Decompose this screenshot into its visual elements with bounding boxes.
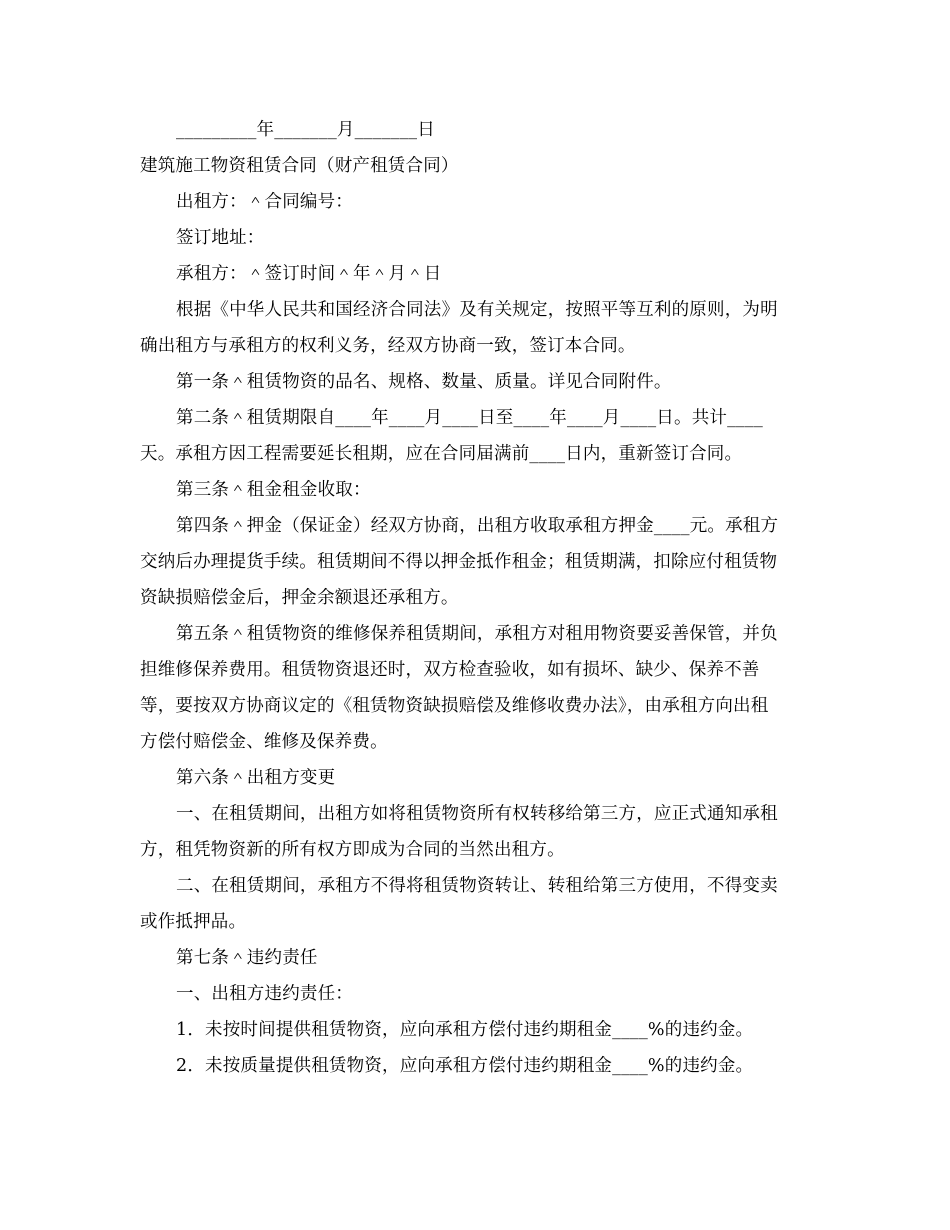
article-5-line: 第五条＾租赁物资的维修保养租赁期间，承租方对租用物资要妥善保管，并负	[176, 624, 778, 644]
paragraph-line: 资缺损赔偿金后，押金余额退还承租方。	[140, 588, 459, 608]
paragraph-line: 或作抵押品。	[140, 912, 247, 932]
signing-address-line: 签订地址：	[176, 228, 265, 248]
paragraph-line: 交纳后办理提货手续。租赁期间不得以押金抵作租金；租赁期满，扣除应付租赁物	[140, 552, 778, 572]
lessee-line: 承租方：＾签订时间＾年＾月＾日	[176, 264, 442, 284]
document-body	[140, 118, 812, 1090]
paragraph-line: 确出租方与承租方的权利义务，经双方协商一致，签订本合同。	[140, 336, 636, 356]
paragraph-line: 天。承租方因工程需要延长租期，应在合同届满前____日内，重新签订合同。	[140, 444, 743, 464]
list-item: 2．未按质量提供租赁物资，应向承租方偿付违约期租金____%的违约金。	[176, 1056, 754, 1076]
lessor-line: 出租方：＾合同编号：	[176, 192, 353, 212]
paragraph-line: 方偿付赔偿金、维修及保养费。	[140, 732, 388, 752]
article-2-line: 第二条＾租赁期限自____年____月____日至____年____月____日。共计____	[176, 408, 763, 428]
article-1-line: 第一条＾租赁物资的品名、规格、数量、质量。详见合同附件。	[176, 372, 672, 392]
paragraph-line: 担维修保养费用。租赁物资退还时，双方检查验收，如有损坏、缺少、保养不善	[140, 660, 760, 680]
article-3-line: 第三条＾租金租金收取：	[176, 480, 371, 500]
document-title: 建筑施工物资租赁合同（财产租赁合同）	[140, 156, 459, 176]
paragraph-line: 二、在租赁期间，承租方不得将租赁物资转让、转租给第三方使用，不得变卖	[176, 876, 778, 896]
paragraph-line: 一、出租方违约责任：	[176, 984, 353, 1004]
list-item: 1．未按时间提供租赁物资，应向承租方偿付违约期租金____%的违约金。	[176, 1020, 754, 1040]
article-7-line: 第七条＾违约责任	[176, 948, 318, 968]
date-line: _________年_______月_______日	[176, 120, 435, 140]
paragraph-line: 方，租凭物资新的所有权方即成为合同的当然出租方。	[140, 840, 565, 860]
paragraph-line: 根据《中华人民共和国经济合同法》及有关规定，按照平等互利的原则，为明	[176, 300, 778, 320]
paragraph-line: 一、在租赁期间，出租方如将租赁物资所有权转移给第三方，应正式通知承租	[176, 804, 778, 824]
article-6-line: 第六条＾出租方变更	[176, 768, 336, 788]
paragraph-line: 等，要按双方协商议定的《租赁物资缺损赔偿及维修收费办法》，由承租方向出租	[140, 696, 769, 716]
article-4-line: 第四条＾押金（保证金）经双方协商，出租方收取承租方押金____元。承租方	[176, 516, 779, 536]
